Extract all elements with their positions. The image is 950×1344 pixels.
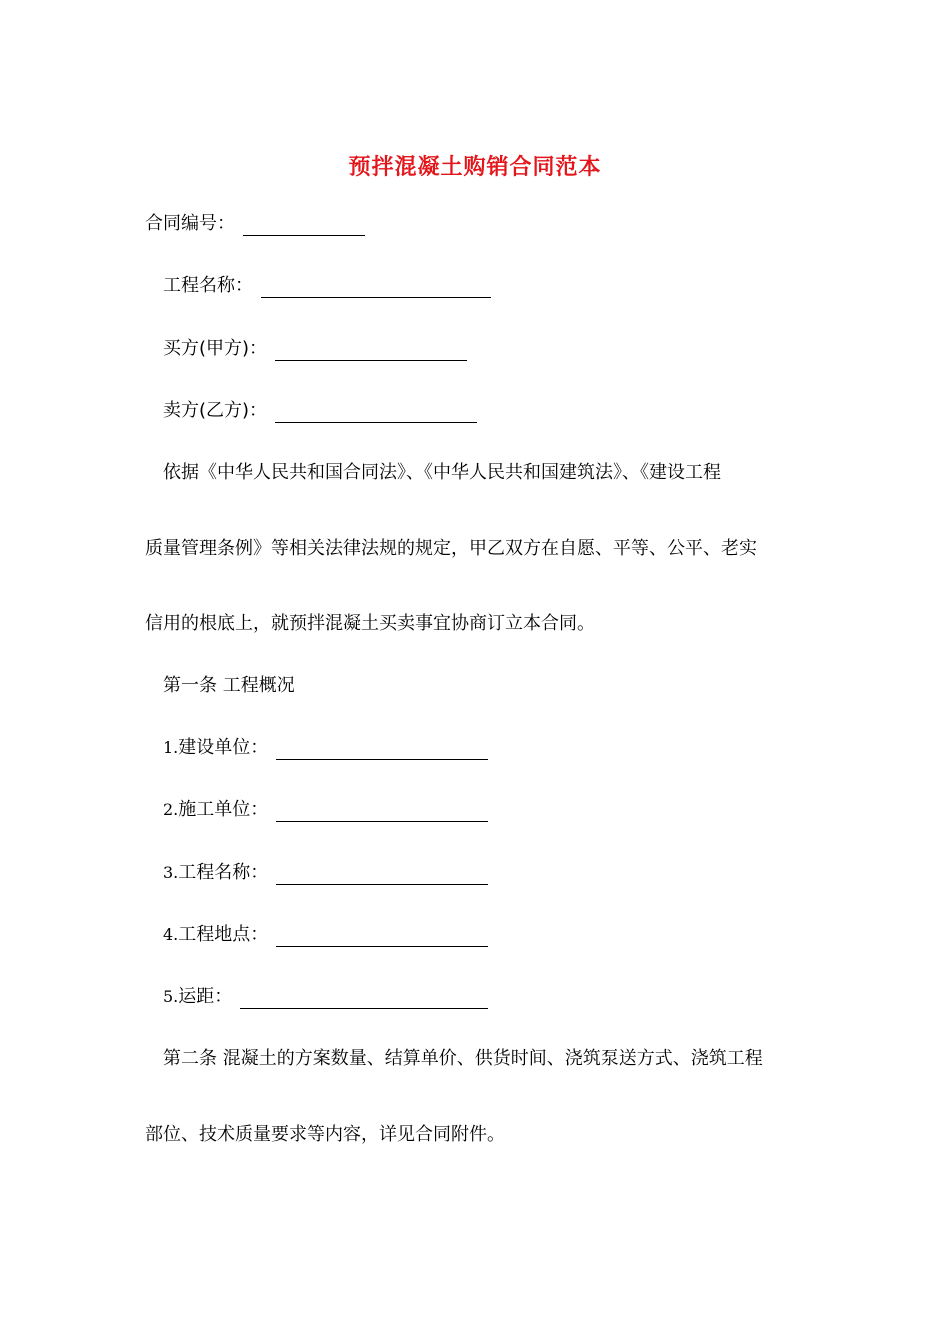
article-1-item: [163, 798, 488, 822]
contract-number-line: [145, 212, 365, 236]
item-blank[interactable]: [240, 990, 488, 1009]
preamble-line-1: 依据《中华人民共和国合同法》、《中华人民共和国建筑法》、《建设工程: [163, 462, 721, 483]
article-1-item: [163, 923, 488, 947]
article-1-item: [163, 861, 488, 885]
item-blank[interactable]: [276, 741, 488, 760]
item-number: 3.: [163, 863, 179, 882]
contract-number-blank[interactable]: [243, 217, 365, 236]
seller-label: 卖方(乙方)：: [163, 400, 268, 421]
preamble-line-2: 质量管理条例》等相关法律法规的规定，甲乙双方在自愿、平等、公平、老实: [145, 538, 757, 559]
project-name-line: [163, 274, 491, 298]
document-title: 预拌混凝土购销合同范本: [348, 154, 602, 180]
item-blank[interactable]: [276, 928, 488, 947]
item-number: 2.: [163, 800, 179, 819]
item-label: 运距：: [178, 986, 233, 1007]
article-1-heading: 第一条 工程概况: [163, 675, 295, 696]
item-label: 施工单位：: [178, 799, 269, 820]
buyer-label: 买方(甲方)：: [163, 338, 268, 359]
project-name-blank[interactable]: [261, 279, 491, 298]
item-blank[interactable]: [276, 866, 488, 885]
seller-blank[interactable]: [275, 404, 477, 423]
preamble-line-3: 信用的根底上，就预拌混凝土买卖事宜协商订立本合同。: [145, 613, 595, 634]
contract-number-label: 合同编号：: [145, 213, 235, 234]
seller-line: [163, 399, 477, 423]
project-name-label: 工程名称：: [163, 275, 253, 296]
article-2-line-2: 部位、技术质量要求等内容，详见合同附件。: [145, 1124, 505, 1145]
buyer-blank[interactable]: [275, 342, 467, 361]
item-label: 建设单位：: [178, 737, 269, 758]
buyer-line: [163, 337, 467, 361]
item-number: 5.: [163, 987, 179, 1006]
article-1-item: [163, 736, 488, 760]
article-1-item: [163, 985, 488, 1009]
item-blank[interactable]: [276, 803, 488, 822]
article-2-line-1: 第二条 混凝土的方案数量、结算单价、供货时间、浇筑泵送方式、浇筑工程: [163, 1048, 763, 1069]
item-number: 1.: [163, 738, 179, 757]
item-label: 工程名称：: [178, 862, 269, 883]
item-label: 工程地点：: [178, 924, 269, 945]
item-number: 4.: [163, 925, 179, 944]
